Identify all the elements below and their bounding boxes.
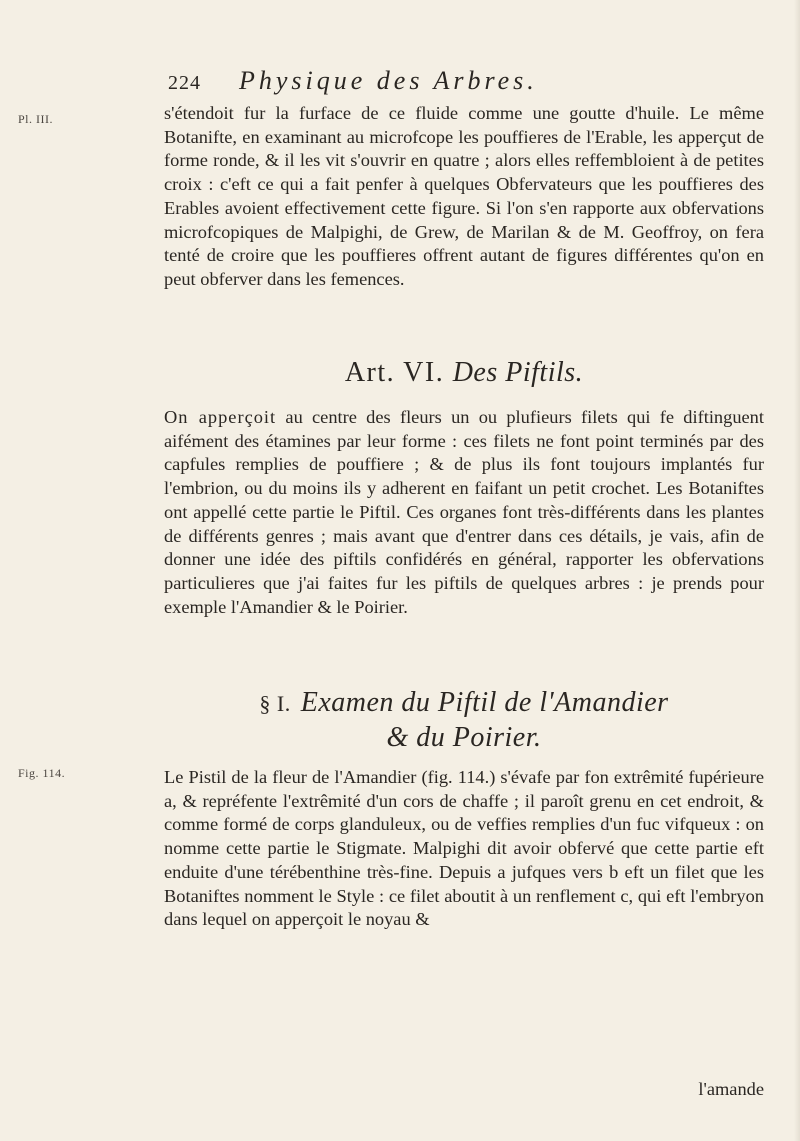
running-title: Physique des Arbres.: [239, 66, 538, 95]
section-heading: [164, 686, 764, 755]
article-title: Des Piftils.: [452, 357, 584, 388]
paragraph-lead: On apperçoit: [164, 407, 277, 427]
paragraph-pistil-definition: [164, 406, 764, 619]
paragraph-text: de la fleur de l'Amandier (fig. 114.) s'évafe par fon extrêmité fupérieure a, & repréfente l'extrêmité d'un cors de chaffe ; il paroît grenu en cet endroit, & comme formé de corps glanduleux, ou de veffies remplies d'un fuc vifqueux : on nomme cette partie le Stigmate. Malpighi dit avoir obfervé que cette partie eft enduite d'une térébenthine très-fine. Depuis a jufques vers b eft un filet que les Botaniftes nomment le Style : ce filet aboutit à un renflement c, qui eft l'embryon dans lequel on apperçoit le noyau &: [164, 767, 764, 930]
margin-note-plate: Pl. III.: [18, 112, 53, 126]
paragraph-pollen-shapes: [164, 102, 764, 292]
article-heading: [164, 357, 764, 389]
margin-note-figure: Fig. 114.: [18, 766, 66, 780]
paragraph-almond-pistil: [164, 766, 764, 932]
paragraph-text: s'étendoit fur la furface de ce fluide comme une goutte d'huile. Le même Botanifte, en examinant au microfcope les pouffieres de l'Erable, les apperçut de forme ronde, & il les vit s'ouvrir en quatre ; alors elles reffembloient à de petites croix : c'eft ce qui a fait penfer à quelques Obfervateurs que les pouffieres des Erables avoient effectivement cette figure. Si l'on s'en rapporte aux obfervations microfcopiques de Malpighi, de Grew, de Marilan & de M. Geoffroy, on fera tenté de croire que les pouffieres offrent autant de figures différentes qu'on en peut obferver dans les femences.: [164, 103, 764, 289]
page-number: 224: [168, 72, 201, 94]
section-title-line2: & du Poirier.: [386, 722, 542, 753]
paragraph-text: au centre des fleurs un ou plufieurs filets qui fe diftinguent aifément des étamines par leur forme : ces filets ne font point terminés par des capfules remplies de pouffiere ; & de plus ils font toujours implantés fur l'embrion, ou du moins ils y adherent en faifant un petit crochet. Les Botaniftes ont appellé cette partie le Piftil. Ces organes font très-différents dans les plantes de différents genres ; mais avant que d'entrer dans ces détails, je vais, afin de donner une idée des piftils confidérés en général, rapporter les obfervations particulieres que j'ai faites fur les piftils de quelques arbres : je prends pour exemple l'Amandier & le Poirier.: [164, 407, 764, 617]
section-mark: § I.: [259, 691, 291, 716]
article-label: Art. VI.: [344, 357, 445, 388]
paragraph-lead: Le Pistil: [164, 767, 227, 787]
section-title-line1: Examen du Piftil de l'Amandier: [300, 687, 669, 718]
catchword: l'amande: [698, 1079, 764, 1099]
running-head: [168, 66, 688, 100]
page-edge-shadow: [794, 0, 800, 1141]
